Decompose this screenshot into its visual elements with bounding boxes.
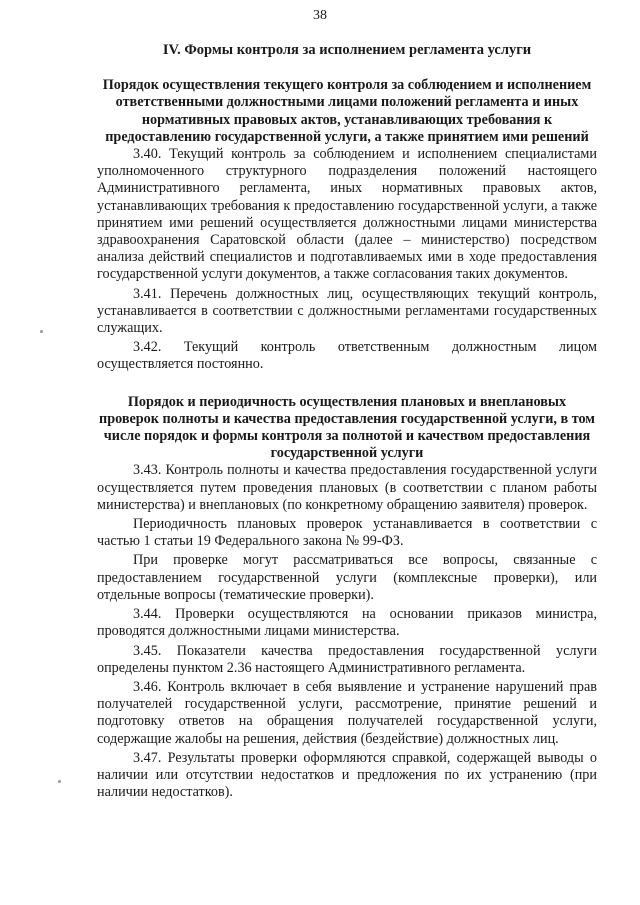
subsection-heading-inspections: Порядок и периодичность осуществления плановых и внеплановых проверок полноты и качества предоставления государственной услуги, в том числе порядок и формы контроля за полнотой и качеством предоставления государственной услуги xyxy=(99,393,595,462)
page-number: 38 xyxy=(313,8,327,23)
paragraph-inspection-scope: При проверке могут рассматриваться все вопросы, связанные с предоставлением государственной услуги (комплексные проверки), или отдельные вопросы (тематические проверки). xyxy=(97,552,597,603)
page-content xyxy=(97,42,597,801)
paragraph-periodicity: Периодичность плановых проверок устанавливается в соответствии с частью 1 статьи 19 Федерального закона № 99-ФЗ. xyxy=(97,516,597,550)
paragraph-3-43: 3.43. Контроль полноты и качества предоставления государственной услуги осуществляется путем проведения плановых (в соответствии с планом работы министерства) и внеплановых (по конкретному обращению заявителя) проверок. xyxy=(97,462,597,513)
scan-speck xyxy=(40,330,43,333)
paragraph-3-44: 3.44. Проверки осуществляются на основании приказов министра, проводятся должностными лицами министерства. xyxy=(97,606,597,640)
paragraph-3-46: 3.46. Контроль включает в себя выявление и устранение нарушений прав получателей государственной услуги, рассмотрение, принятие решений и подготовку ответов на обращения получателей государственной услуги, содержащие жалобы на решения, действия (бездействие) должностных лиц. xyxy=(97,678,597,747)
subsection-heading-current-control: Порядок осуществления текущего контроля за соблюдением и исполнением ответственными должностными лицами положений регламента и иных нормативных правовых актов, устанавливающих требования к предоставлению государственной услуги, а также принятием ими решений xyxy=(102,77,592,145)
scan-speck xyxy=(58,780,61,783)
paragraph-3-41: 3.41. Перечень должностных лиц, осуществляющих текущий контроль, устанавливается в соответствии с должностными регламентами государственных служащих. xyxy=(97,285,597,337)
paragraph-3-47: 3.47. Результаты проверки оформляются справкой, содержащей выводы о наличии или отсутствии недостатков и предложения по их устранению (при наличии недостатков). xyxy=(97,749,597,801)
paragraph-3-45: 3.45. Показатели качества предоставления государственной услуги определены пунктом 2.36 настоящего Административного регламента. xyxy=(97,642,597,676)
paragraph-3-42: 3.42. Текущий контроль ответственным должностным лицом осуществляется постоянно. xyxy=(97,339,597,373)
section-title: IV. Формы контроля за исполнением регламента услуги xyxy=(162,42,532,58)
paragraph-3-40: 3.40. Текущий контроль за соблюдением и исполнением специалистами уполномоченного структурного подразделения положений настоящего Административного регламента, иных нормативных правовых актов, устанавливающих требования к предоставлению государственной услуги, а также принятием ими решений осуществляется должностными лицами министерства здравоохранения Саратовской области (далее – министерство) посредством анализа действий специалистов и подготавливаемых ими в ходе предоставления государственной услуги документов, а также согласования таких документов. xyxy=(97,146,597,283)
